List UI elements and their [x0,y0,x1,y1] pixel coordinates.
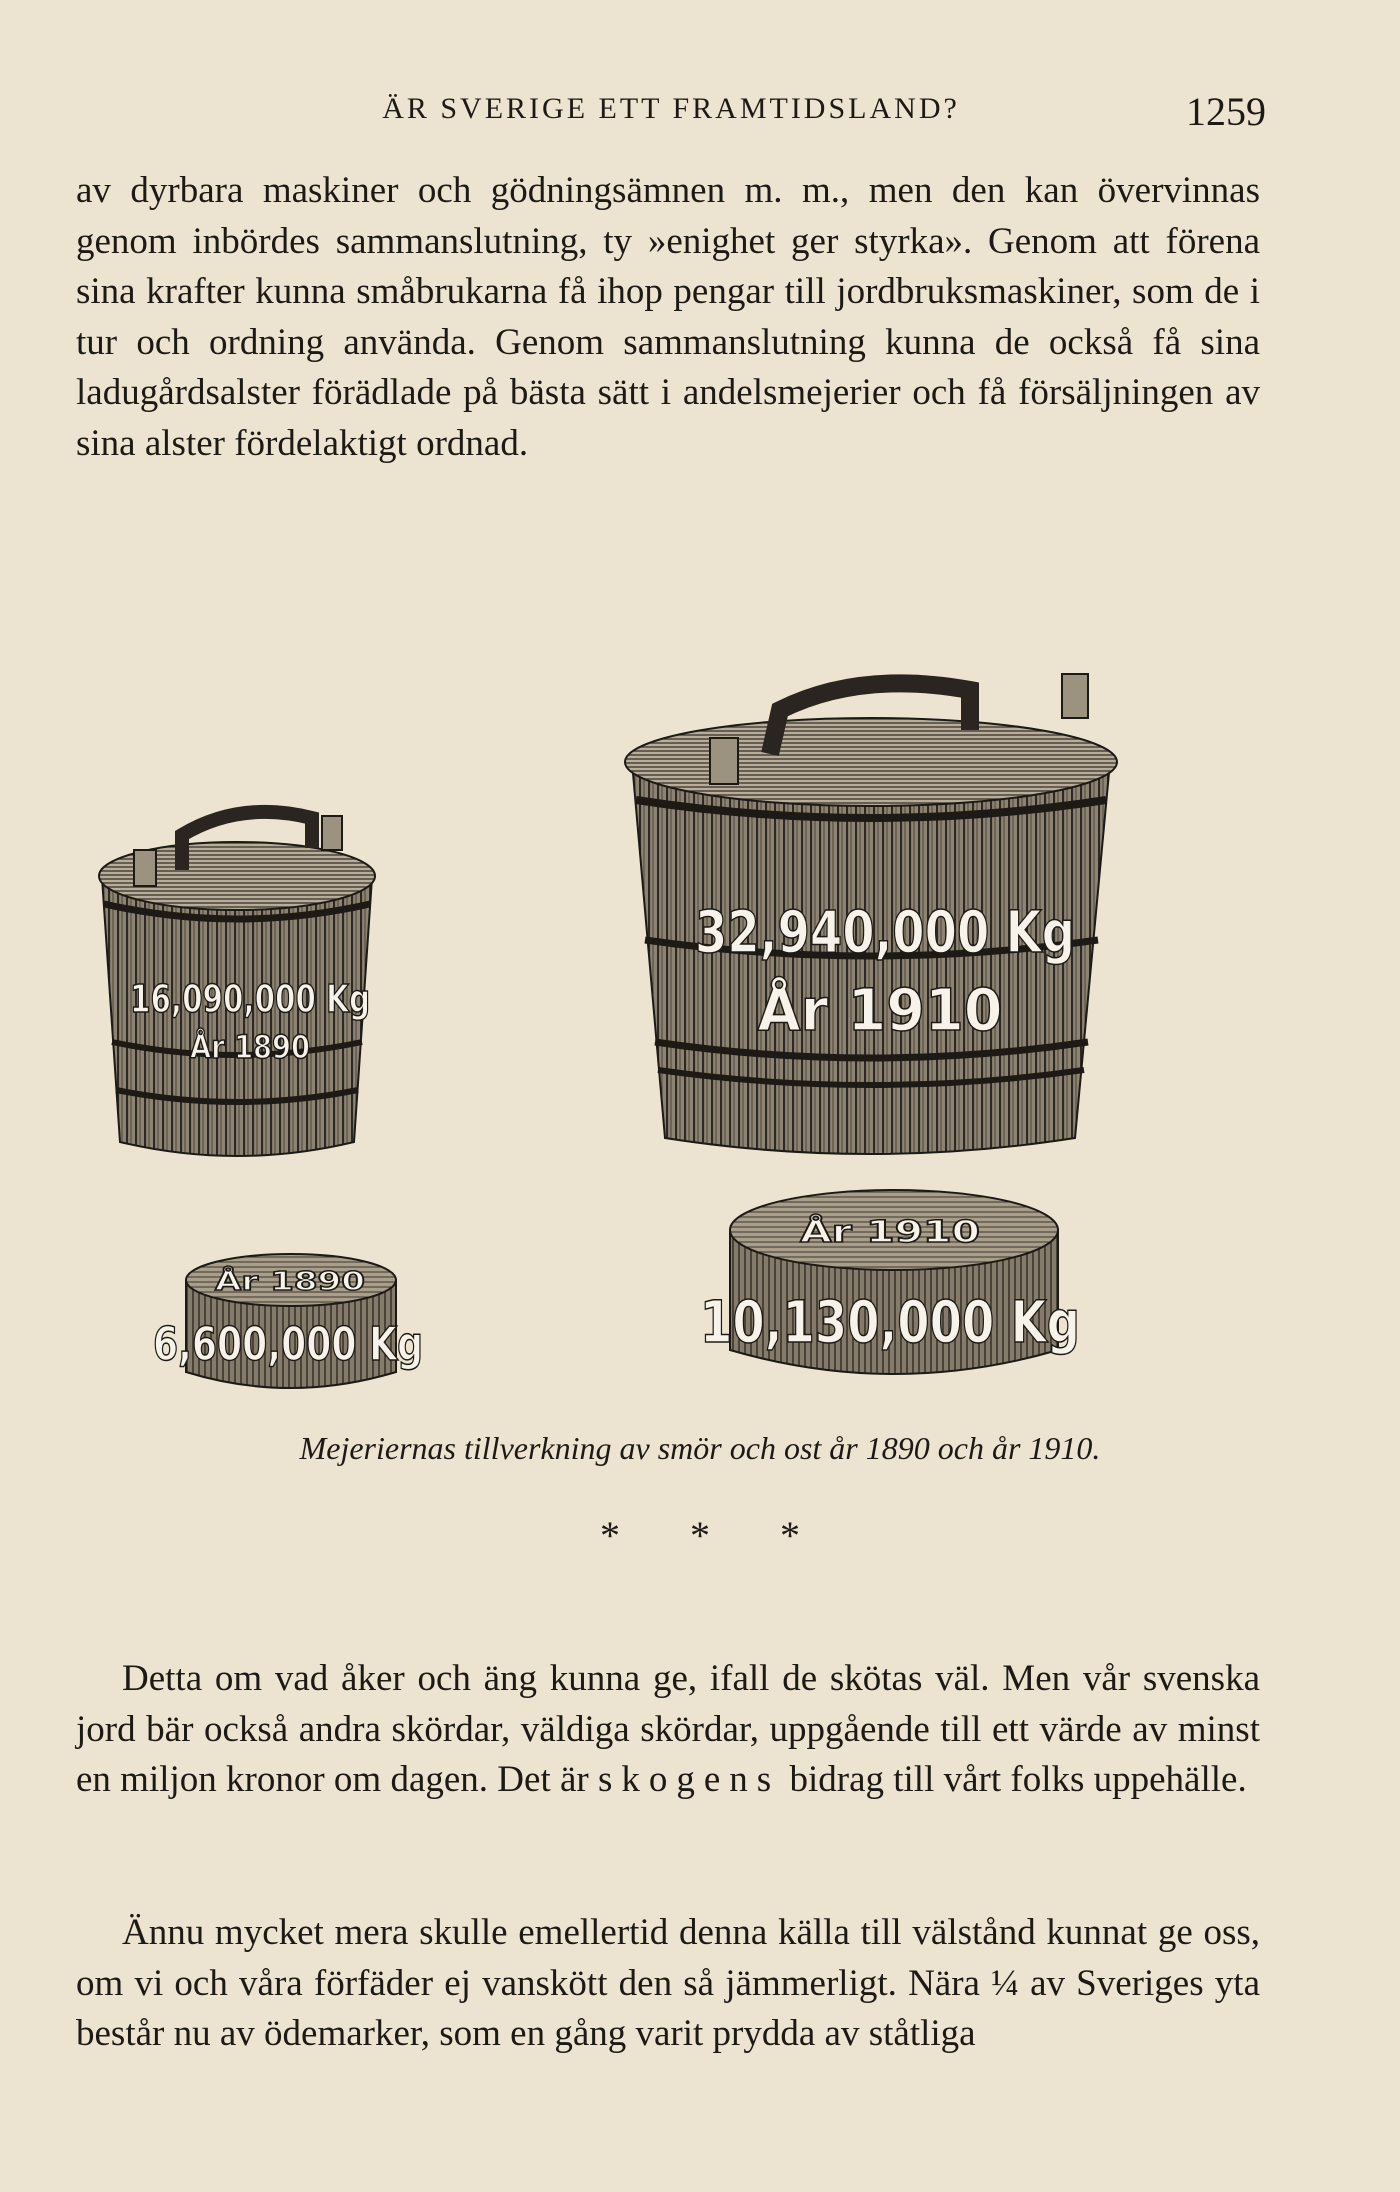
figure-caption: Mejeriernas tillverkning av smör och ost år 1890 och år 1910. [299,1430,1101,1466]
paragraph-text-after: bidrag till vårt folks uppehälle. [780,1759,1247,1800]
large-cheese-year: År 1910 [800,1215,932,1250]
large-tub-amount: 32,940,000 Kg [695,898,1075,966]
section-separator: * * * [600,1513,800,1558]
dairy-production-illustration [90,650,1270,1430]
paragraph-forest-contribution [76,1654,1260,1806]
large-cheese-amount: 10,130,000 Kg [700,1288,1080,1356]
small-cheese-year: År 1890 [215,1267,330,1297]
emphasized-word: skogens [597,1759,781,1800]
small-tub-year: År 1890 [190,1028,310,1066]
large-tub-year: År 1910 [757,976,1013,1044]
page-header [76,88,1266,132]
small-cheese-amount: 6,600,000 Kg [153,1317,423,1371]
paragraph-text-before: Detta om vad åker och äng kunna ge, ifall de skötas väl. Men vår svenska jord bär också andra skördar, väldiga skördar, uppgående till ett värde av minst en miljon kronor om dagen. Det är [76,1658,1260,1800]
paragraph-cooperation: av dyrbara maskiner och gödningsämnen m. m., men den kan övervinnas genom inbördes sammanslutning, ty »enighet ger styrka». Genom att förena sina krafter kunna småbrukarna få ihop pengar till jordbruksmaskiner, som de i tur och ordning använda. Genom sammanslutning kunna de också få sina ladugårdsalster förädlade på bästa sätt i andelsmejerier och få försäljningen av sina alster fördelaktigt ordnad. [76,170,1260,464]
running-title: ÄR SVERIGE ETT FRAMTIDSLAND? [382,92,960,125]
small-tub-amount: 16,090,000 Kg [130,977,370,1021]
page-number: 1259 [1186,89,1266,134]
paragraph-wasteland: Ännu mycket mera skulle emellertid denna källa till välstånd kunnat ge oss, om vi och våra förfäder ej vanskött den så jämmerligt. Nära ¼ av Sveriges yta består nu av ödemarker, som en gång varit prydda av ståtliga [76,1912,1260,2054]
